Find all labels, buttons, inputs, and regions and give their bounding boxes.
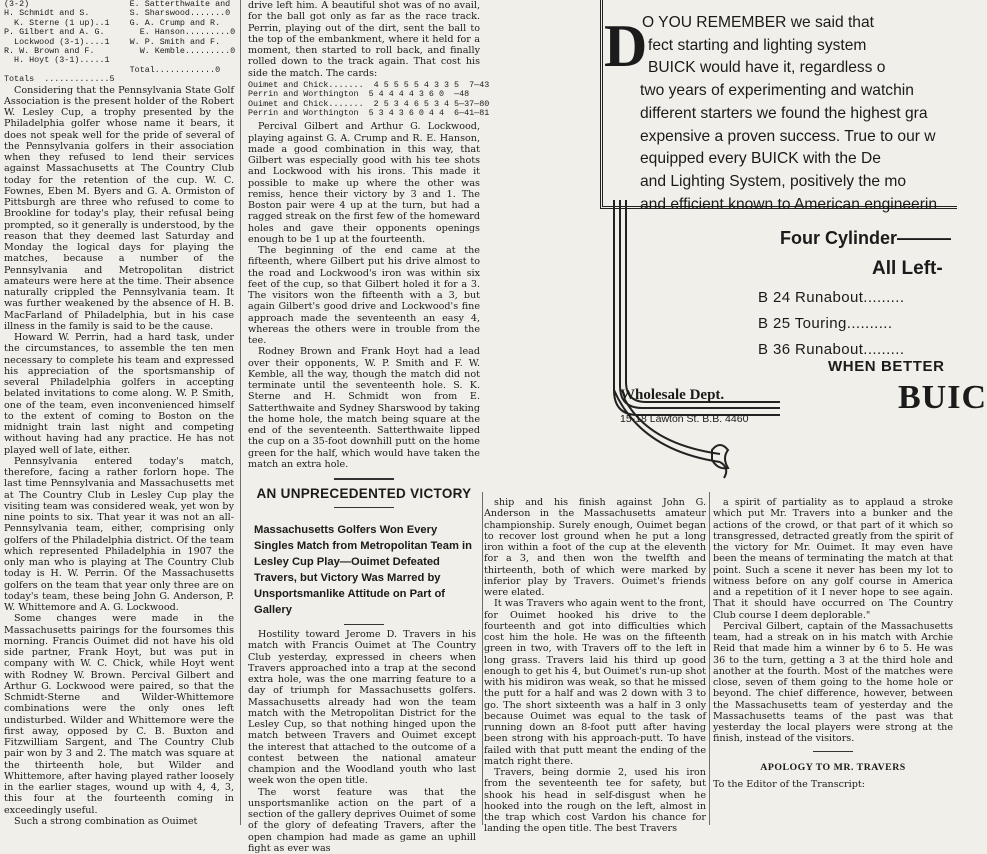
text-line: R. W. Brown and F. W. Kemble.........0	[4, 47, 234, 56]
text-line: and efficient known to American engineerin	[640, 194, 960, 217]
divider	[334, 507, 394, 508]
all-left-heading: All Left-	[872, 258, 943, 280]
ad-lines	[640, 12, 960, 216]
column-2-text	[248, 121, 480, 470]
column-1-text	[4, 85, 234, 828]
text-line: fect starting and lighting system	[640, 35, 960, 58]
text-line: equipped every BUICK with the De	[640, 148, 960, 171]
text-line: two years of experimenting and watchin	[640, 80, 960, 103]
paragraph: It was Travers who again went to the front, for Ouimet hooked his drive to the fourteenth and got into difficulties which cost him the hole. He was on the fifteenth green in two, with Travers off to the left in long grass. Travers laid his third up good enough to get his 4, but Ouimet's run-up shot with his midiron was weak, so that he missed the putt for a half and was 2 down with 3 to go. The short sixteenth was a half in 3 only because Ouimet was equal to the task of running down an 8-foot putt after having been strong with his approach-putt. To have failed with that putt meant the ending of the match right there.	[484, 598, 706, 767]
text-line: K. Sterne (1 up)..1 G. A. Crump and R.	[4, 19, 234, 28]
when-better-tagline: WHEN BETTER	[828, 358, 945, 375]
text-line: P. Gilbert and A. G. E. Hanson.........0	[4, 28, 234, 37]
text-line: Ouimet and Chick....... 2 5 3 4 6 5 3 4 5—37—80	[248, 100, 480, 109]
column-rule	[482, 492, 483, 825]
text-line: Ouimet and Chick....... 4 5 5 5 5 4 3 3 5 7—43	[248, 81, 480, 90]
text-line: Lockwood (3-1)....1 W. P. Smith and F.	[4, 38, 234, 47]
paragraph: Percival Gilbert and Arthur G. Lockwood, playing against G. A. Crump and R. E. Hanson, made a good combination in this way, that Gilbert was especially good with his tee shots and Lockwood with his irons. This made it possible to make up where the other was remiss, hence their victory by 3 and 1. The Boston pair were 4 up at the turn, but had a ragged streak on the first few of the homeward holes and gave their opponents openings enough to be 1 up at the fourteenth.	[248, 121, 480, 245]
text-line: Perrin and Worthington 5 4 4 4 4 3 6 0 —48	[248, 90, 480, 99]
divider	[344, 624, 384, 625]
paragraph: Hostility toward Jerome D. Travers in his match with Francis Ouimet at The Country Club yesterday, expressed in cheers when Travers approached into a trap at the second extra hole, was the one marring feature to a day of triumph for Massachusetts golfers. Massachusetts already had won the team match with the Metropolitan District for the Lesley Cup, so that nothing hinged upon the match between Travers and Ouimet except the interest that attached to the outcome of a contest between the national amateur champion and the Woodland youth who last week won the open title.	[248, 629, 476, 787]
paragraph: Percival Gilbert, captain of the Massachusetts team, had a streak on in his match with Archie Reid that made him a winner by 6 to 5. He was 36 to the turn, getting a 3 at the third hole and another at the fourth. Most of the matches were close, seven of them going to the home hole or beyond. The chief difference, however, between the Massachusetts team of yesterday and the Massachusetts teams of the past was that yesterday the local players were strong at the finish, instead of the visitors.	[713, 621, 953, 745]
paragraph: a spirit of partiality as to applaud a stroke which put Mr. Travers into a bunker and the actions of the crowd, or that part of it which so transgressed, detracted greatly from the spirit of the victory for Mr. Ouimet. It may even have been the means of terminating the match at that point. Such a scene it never has been my lot to witness before on any golf course in America and a repetition of it I never hope to see again. That it should have occurred on The Country Club course I deem deplorable."	[713, 497, 953, 621]
text-line: and Lighting System, positively the mo	[640, 171, 960, 194]
subheadline: Massachusetts Golfers Won Every Singles Match from Metropolitan Team in Lesley Cup Play—Ouimet Defeated Travers, but Victory Was Marred by Unsportsmanlike Attitude on Part of Gallery	[248, 522, 480, 618]
score-table	[4, 0, 234, 85]
paragraph: Such a strong combination as Ouimet	[4, 816, 234, 827]
divider	[334, 478, 394, 480]
model-line: B 36 Runabout.........	[758, 341, 904, 358]
column-3-text	[484, 497, 706, 835]
buick-advertisement	[600, 0, 954, 482]
paragraph: Howard W. Perrin, had a hard task, under the circumstances, to assemble the ten men necessary to complete his team and expressed his appreciation of the sportsmanship of several Philadelphia golfers in accepting belated invitations to come along. W. P. Smith, one of the team, even inconvenienced himself to the extent of coming to Boston on the midnight train last night and competing without having had any practice. He has not played well of late, either.	[4, 332, 234, 456]
paragraph: Rodney Brown and Frank Hoyt had a lead over their opponents, W. P. Smith and F. W. Kemble, all the way, though the match did not terminate until the seventeenth hole. S. K. Sterne and H. Schmidt won from E. Satterthwaite and Sydney Sharswood by taking the home hole, the match being square at the end of the seventeenth. Satterthwaite lipped the cup on a 35-foot downhill putt on the home green for the half, which would have taken the match an extra hole.	[248, 346, 480, 470]
text-line: H. Schmidt and S. S. Sharswood.......0	[4, 9, 234, 18]
score-cards	[248, 81, 480, 119]
text-line: expensive a proven success. True to our w	[640, 126, 960, 149]
ad-copy	[640, 12, 960, 216]
letter-salutation: To the Editor of the Transcript:	[713, 779, 953, 790]
text-line: Perrin and Worthington 5 3 4 3 6 0 4 4 6—41—81	[248, 109, 480, 118]
column-4	[713, 497, 953, 825]
paragraph: The beginning of the end came at the fifteenth, where Gilbert put his drive almost to the road and Lockwood's iron was within six feet of the cup, so that Gilbert holed it for a 3. The visitors won the fifteenth with a 3, but again Gilbert's good drive and Lockwood's fine approach made the seventeenth an easy 4, whereas the others were in trouble from the tee.	[248, 245, 480, 346]
paragraph: Considering that the Pennsylvania State Golf Association is the present holder of the Robert W. Lesley Cup, a trophy presented by the Philadelphia golfer whose name it bears, it does not speak well for the pride of several of the Pennsylvania golfers in their association when they refused to lend their services against Massachusetts at The Country Club today for the retention of the cup. W. C. Fownes, Eben M. Byers and G. A. Ormiston of Pittsburgh are three who refused to come to Brookline for today's play, their refusal being prompted, so it generally is understood, by the reason that they deemed last Saturday and Monday the logical days for playing the matches, because a number of the Pennsylvania and Metropolitan district amateurs were here at the time. Their absence naturally crippled the Pennsylvania team. It was further weakened by the absence of H. B. MacFarland of Philadelphia, but in his case illness in the family is said to be the cause.	[4, 85, 234, 333]
paragraph: drive left him. A beautiful shot was of no avail, for the ball got only as far as the race track. Perrin, playing out of the dirt, sent the ball to the top of the embankment, where it held for a moment, then started to roll back, and finally rolled down to the track again. That cost his side the match. The cards:	[248, 0, 480, 79]
paragraph: The worst feature was that the unsportsmanlike action on the part of a section of the gallery deprives Ouimet of some of the glory of defeating Travers, after the open champion had made as game an uphill fight as ever was	[248, 787, 476, 854]
dropcap: D	[604, 16, 647, 76]
text-line: O YOU REMEMBER we said that	[640, 12, 960, 35]
column-rule	[709, 492, 710, 825]
text-line: Total............0	[4, 66, 234, 75]
paragraph: Some changes were made in the Massachusetts pairings for the foursomes this morning. Francis Ouimet did not have his old side partner, Frank Hoyt, but was put in company with W. C. Chick, while Hoyt went with Rodney W. Brown. Percival Gilbert and Arthur G. Lockwood were paired, so that the Schmidt-Sterne and Wilder-Whittemore combinations were the only ones left undisturbed. Wilder and Whittemore were the first away, opposed by C. B. Buxton and Fitzwilliam Sargent, and The Country Club pair won by 3 and 2. The match was square at the thirteenth hole, but Wilder and Whittemore, after having played rather loosely in the earlier stages, wound up with 4, 4, 3, this four at the fourteenth coming in exceedingly useful.	[4, 613, 234, 816]
text-line: Totals .............5	[4, 75, 234, 84]
column-rule	[240, 0, 241, 825]
column-2	[248, 0, 480, 470]
text-line: (3-2) E. Satterthwaite and	[4, 0, 234, 9]
column-3	[484, 497, 706, 825]
ad-address: 15-18 Lawton St. B.B. 4460	[620, 413, 748, 425]
column-4-text	[713, 497, 953, 745]
paragraph: Travers, being dormie 2, used his iron from the seventeenth tee for safety, but shook his head in self-disgust when he hooked into the rough on the left, almost in the trap which cost Vardon his chance for landing the open title. The best Travers	[484, 767, 706, 835]
headline: AN UNPRECEDENTED VICTORY	[248, 486, 480, 501]
story-heading	[248, 478, 480, 854]
column-1	[4, 0, 234, 825]
model-line: B 24 Runabout.........	[758, 289, 904, 306]
text-line: BUICK would have it, regardless o	[640, 57, 960, 80]
paragraph: ship and his finish against John G. Anderson in the Massachusetts amateur championship. Surely enough, Ouimet began to recover lost ground when he put a long iron within a foot of the cup at the eleventh for a 3, and then won the twelfth and thirteenth, both of which were marked by inferior play by Travers. Ouimet's friends were elated.	[484, 497, 706, 598]
wholesale-dept: Wholesale Dept.	[620, 387, 724, 404]
text-line: H. Hoyt (3-1).....1	[4, 56, 234, 65]
apology-heading: APOLOGY TO MR. TRAVERS	[713, 762, 953, 773]
divider	[813, 751, 853, 752]
model-line: B 25 Touring..........	[758, 315, 892, 332]
story-text	[248, 629, 476, 854]
buick-logo: BUIC	[898, 379, 987, 417]
text-line: different starters we found the highest gra	[640, 103, 960, 126]
four-cylinder-heading: Four Cylinder———	[780, 228, 951, 249]
paragraph: Pennsylvania entered today's match, therefore, facing a rather forlorn hope. The last time Pennsylvania and Massachusetts met at The Country Club in Lesley Cup play the visiting team was considered weak, yet won by nine points to six. That year it was not an all-Pennsylvania team, either, comprising only golfers of the Philadelphia district. Of the team which represented Philadelphia in 1907 the only man who is playing at The Country Club today is H. W. Perrin. Of the Massachusetts golfers on the team that year only three are on today's team, these being John G. Anderson, P. W. Whittemore and A. G. Lockwood.	[4, 456, 234, 614]
